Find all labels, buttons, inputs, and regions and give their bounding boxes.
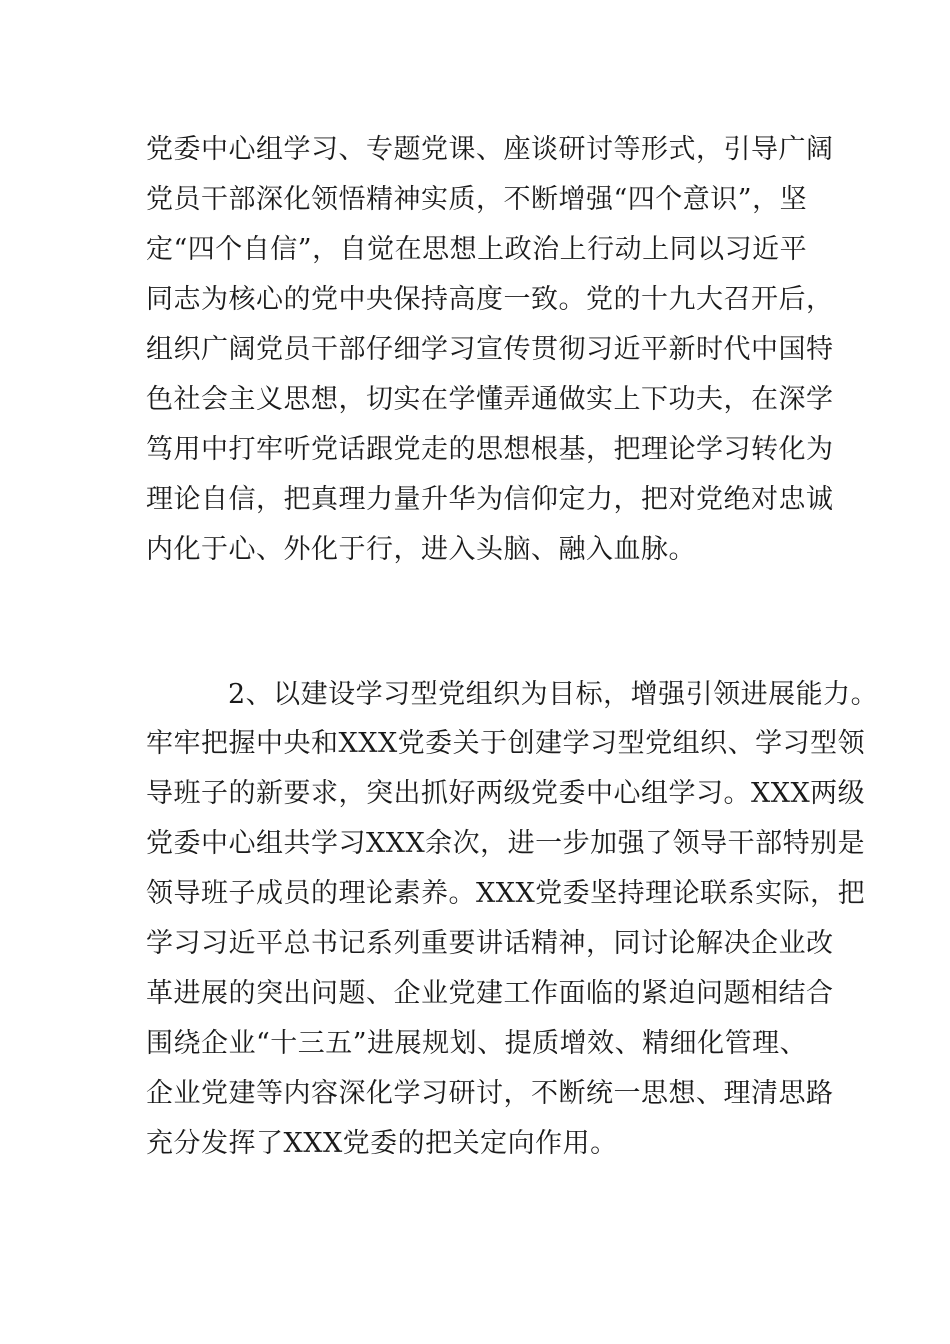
text-line: 学习习近平总书记系列重要讲话精神，同讨论解决企业改 bbox=[146, 928, 834, 959]
text-line: 定“四个自信”，自觉在思想上政治上行动上同以习近平 bbox=[146, 234, 808, 265]
text-line: 党委中心组共学习XXX余次，进一步加强了领导干部特别是 bbox=[146, 828, 866, 859]
text-line: 组织广阔党员干部仔细学习宣传贯彻习近平新时代中国特 bbox=[146, 334, 834, 365]
text-line: 牢牢把握中央和XXX党委关于创建学习型党组织、学习型领 bbox=[146, 728, 866, 759]
text-line: 围绕企业“十三五”进展规划、提质增效、精细化管理、 bbox=[146, 1028, 808, 1059]
text-line: 理论自信，把真理力量升华为信仰定力，把对党绝对忠诚 bbox=[146, 484, 834, 515]
text-line: 笃用中打牢听党话跟党走的思想根基，把理论学习转化为 bbox=[146, 434, 834, 465]
text-line: 革进展的突出问题、企业党建工作面临的紧迫问题相结合 bbox=[146, 978, 834, 1009]
paragraph-heading: 2、以建设学习型党组织为目标，增强引领进展能力。 bbox=[228, 679, 879, 710]
text-line: 同志为核心的党中央保持高度一致。党的十九大召开后， bbox=[146, 284, 834, 315]
text-line: 党委中心组学习、专题党课、座谈研讨等形式，引导广阔 bbox=[146, 134, 834, 165]
text-line: 色社会主义思想，切实在学懂弄通做实上下功夫，在深学 bbox=[146, 384, 834, 415]
text-line: 领导班子成员的理论素养。XXX党委坚持理论联系实际，把 bbox=[146, 878, 866, 909]
text-line: 充分发挥了XXX党委的把关定向作用。 bbox=[146, 1128, 618, 1159]
text-line: 内化于心、外化于行，进入头脑、融入血脉。 bbox=[146, 534, 696, 565]
text-line: 企业党建等内容深化学习研讨，不断统一思想、理清思路 bbox=[146, 1078, 834, 1109]
text-line: 导班子的新要求，突出抓好两级党委中心组学习。XXX两级 bbox=[146, 778, 866, 809]
text-line: 党员干部深化领悟精神实质，不断增强“四个意识”，坚 bbox=[146, 184, 808, 215]
